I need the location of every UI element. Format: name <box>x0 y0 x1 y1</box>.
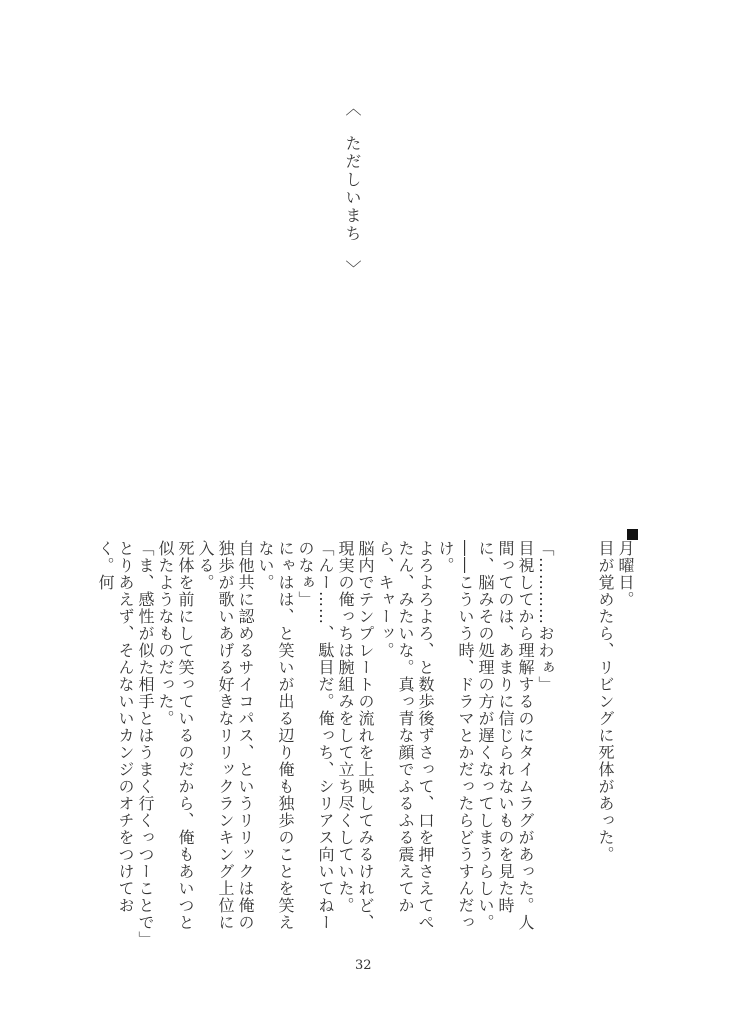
paragraph: 脳内でテンプレートの流れを上映してみるけれど、現実の俺っちは腕組みをして立ち尽くしていた。 <box>336 540 375 931</box>
paragraph: 自他共に認めるサイコパス、というリリックは俺の独歩が歌いあげる好きなリリックランキング上位に入る。 <box>196 540 255 931</box>
title-open-bracket: ︿ <box>343 100 362 118</box>
paragraph: 「んー……、駄目だ。俺っち、シリアス向いてねーのなぁ」 <box>296 540 335 931</box>
paragraph: 「…………おわぁ」 <box>536 540 555 693</box>
blank-line <box>575 540 595 940</box>
blank-line <box>555 540 575 940</box>
paragraph: 目視してから理解するのにタイムラグがあった。人間ってのは、あまりに信じられないものを見た時に、脳みその処理の方が遅くなってしまうらしい。 <box>476 540 535 931</box>
title-close-bracket: ﹀ <box>343 260 362 279</box>
paragraph: とりあえず、そんないいカンジのオチをつけておく。何 <box>96 540 135 914</box>
paragraph: よろよろよろ、と数歩後ずさって、口を押さえてぺたん、みたいな。真っ青な顔でふるふる震えてから、キャーッ。 <box>376 540 435 931</box>
paragraph: にゃはは、と笑いが出る辺り俺も独歩のことを笑えない。 <box>256 540 295 931</box>
paragraph: ――こういう時、ドラマとかだったらどうすんだっけ。 <box>436 540 475 931</box>
title-text: ただしいまち <box>343 135 362 244</box>
paragraph: 月曜日。 <box>616 540 635 608</box>
paragraph: 「ま、感性が似た相手とはうまく行くっつーことで」 <box>136 540 155 948</box>
section-marker-icon <box>627 529 638 540</box>
page-number: 32 <box>355 958 372 973</box>
body-text <box>96 540 635 948</box>
paragraph: 目が覚めたら、リビングに死体があった。 <box>596 540 615 863</box>
paragraph: 死体を前にして笑っているのだから、俺もあいつと似たようなものだった。 <box>156 540 195 931</box>
vertical-title <box>342 100 362 278</box>
